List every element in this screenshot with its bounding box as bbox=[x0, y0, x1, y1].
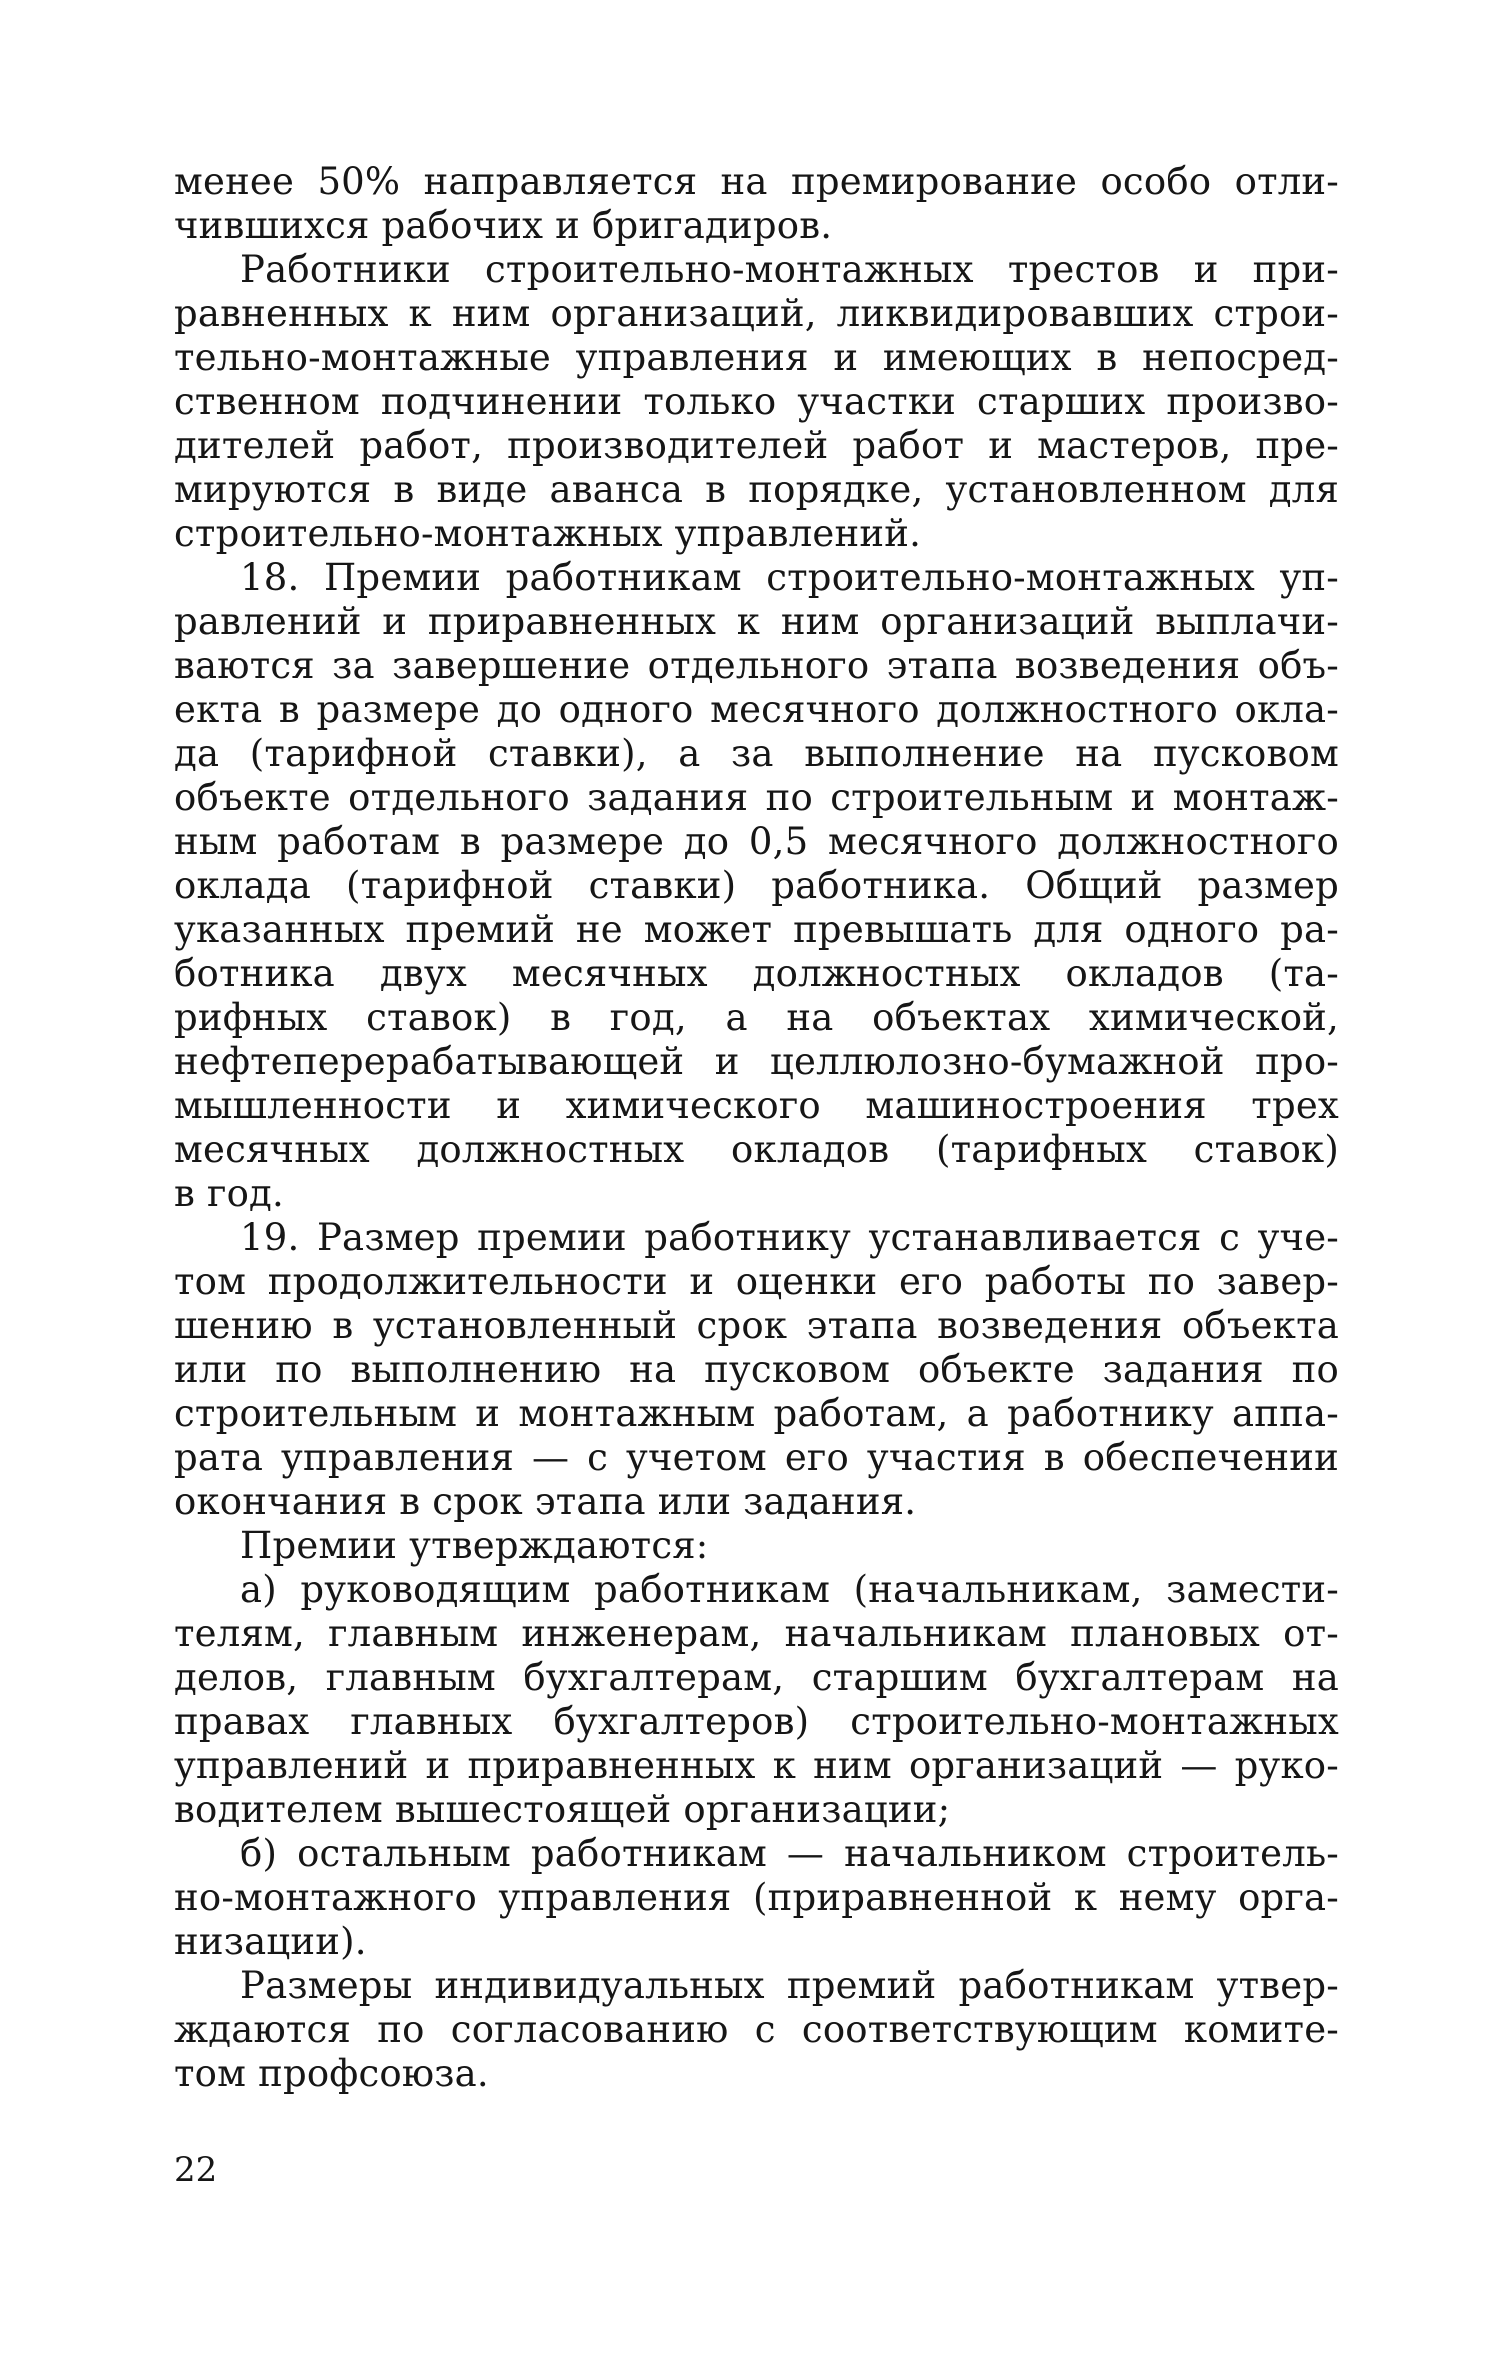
text-line: указанных премий не может превышать для одного ра- bbox=[174, 908, 1339, 951]
text-line: телям, главным инженерам, начальникам плановых от- bbox=[174, 1612, 1339, 1655]
text-line: том продолжительности и оценки его работы по завер- bbox=[174, 1260, 1339, 1303]
text-line: но-монтажного управления (приравненной к нему орга- bbox=[174, 1876, 1339, 1919]
text-line: а) руководящим работникам (начальникам, замести- bbox=[240, 1568, 1339, 1611]
text-line: объекте отдельного задания по строительным и монтаж- bbox=[174, 776, 1339, 819]
text-line: том профсоюза. bbox=[174, 2052, 489, 2095]
text-line: рата управления — с учетом его участия в обеспечении bbox=[174, 1436, 1339, 1479]
text-line: правах главных бухгалтеров) строительно-монтажных bbox=[174, 1700, 1339, 1743]
text-line: ным работам в размере до 0,5 месячного должностного bbox=[174, 820, 1339, 863]
text-line: оклада (тарифной ставки) работника. Общий размер bbox=[174, 864, 1339, 907]
text-line: шению в установленный срок этапа возведения объекта bbox=[174, 1304, 1339, 1347]
text-line: Премии утверждаются: bbox=[240, 1524, 709, 1567]
text-line: ботника двух месячных должностных окладов (та- bbox=[174, 952, 1339, 995]
text-line: Размеры индивидуальных премий работникам утвер- bbox=[240, 1964, 1339, 2007]
text-line: Работники строительно-монтажных трестов и при- bbox=[240, 248, 1339, 291]
text-line: чившихся рабочих и бригадиров. bbox=[174, 204, 833, 247]
text-line: управлений и приравненных к ним организаций — руко- bbox=[174, 1744, 1339, 1787]
text-line: ственном подчинении только участки старших произво- bbox=[174, 380, 1339, 423]
text-line: водителем вышестоящей организации; bbox=[174, 1788, 951, 1831]
text-line: менее 50% направляется на премирование особо отли- bbox=[174, 160, 1339, 203]
text-line: равненных к ним организаций, ликвидировавших строи- bbox=[174, 292, 1339, 335]
text-line: рифных ставок) в год, а на объектах химической, bbox=[174, 996, 1339, 1039]
text-line: да (тарифной ставки), а за выполнение на пусковом bbox=[174, 732, 1339, 775]
text-line: строительно-монтажных управлений. bbox=[174, 512, 922, 555]
page-text bbox=[174, 160, 1339, 2096]
text-line: мируются в виде аванса в порядке, установленном для bbox=[174, 468, 1339, 511]
text-line: ждаются по согласованию с соответствующим комите- bbox=[174, 2008, 1339, 2051]
text-line: делов, главным бухгалтерам, старшим бухгалтерам на bbox=[174, 1656, 1339, 1699]
text-line: ваются за завершение отдельного этапа возведения объ- bbox=[174, 644, 1339, 687]
text-line: 19. Размер премии работнику устанавливается с уче- bbox=[240, 1216, 1339, 1259]
text-line: месячных должностных окладов (тарифных ставок) bbox=[174, 1128, 1339, 1171]
text-line: в год. bbox=[174, 1172, 284, 1215]
text-line: окончания в срок этапа или задания. bbox=[174, 1480, 917, 1523]
text-line: б) остальным работникам — начальником строитель- bbox=[240, 1832, 1339, 1875]
text-line: екта в размере до одного месячного должностного окла- bbox=[174, 688, 1339, 731]
text-line: 18. Премии работникам строительно-монтажных уп- bbox=[240, 556, 1339, 599]
text-line: равлений и приравненных к ним организаций выплачи- bbox=[174, 600, 1339, 643]
page-number: 22 bbox=[174, 2150, 218, 2190]
text-line: строительным и монтажным работам, а работнику аппа- bbox=[174, 1392, 1339, 1435]
text-line: мышленности и химического машиностроения трех bbox=[174, 1084, 1339, 1127]
text-line: дителей работ, производителей работ и мастеров, пре- bbox=[174, 424, 1339, 467]
text-line: низации). bbox=[174, 1920, 367, 1963]
text-line: тельно-монтажные управления и имеющих в непосред- bbox=[174, 336, 1339, 379]
text-line: или по выполнению на пусковом объекте задания по bbox=[174, 1348, 1339, 1391]
text-line: нефтеперерабатывающей и целлюлозно-бумажной про- bbox=[174, 1040, 1339, 1083]
